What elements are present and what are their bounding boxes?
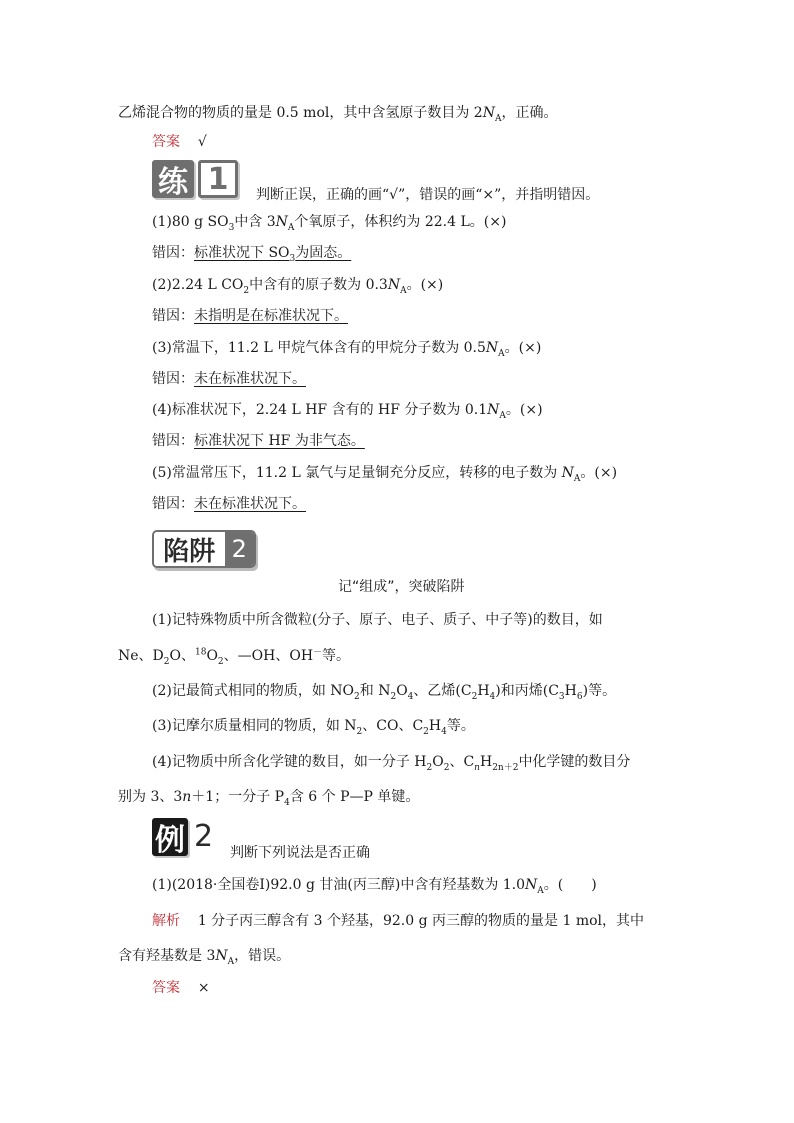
text: 4 [489,691,496,702]
text: 4 [284,797,290,808]
text: (4)记物质中所含化学键的数目，如一分子 H [152,754,427,770]
answer-value: × [197,980,210,996]
text: 2 [423,726,429,737]
text: 4 [441,726,447,737]
text: Ne、D [118,648,164,664]
text: 、CO、C [362,718,424,734]
text: N [485,340,499,356]
text: O [396,683,408,699]
text: A [498,348,505,359]
text: ，错误。 [234,948,291,964]
error-reason [194,245,352,264]
text: n [474,762,480,773]
trap-word: 陷阱 [154,532,225,566]
text: 、乙烯(C [413,683,472,699]
text: )和丙烯(C [495,683,559,699]
text: 个氧原子，体积约为 22.4 L。(×) [294,214,507,230]
text: (4)标准状况下，2.24 L HF 含有的 HF 分子数为 0.1 [152,402,488,418]
text: 中含有的原子数为 0.3 [249,277,388,293]
text: (5)常温常压下，11.2 L 氯气与足量铜充分反应，转移的电子数为 [152,465,562,481]
text: N [482,105,495,121]
text: 含有羟基数是 3 [118,948,216,964]
error-label: 错因： [152,433,194,449]
error-2 [152,306,348,326]
answer-label: 答案 [152,980,180,996]
text: N [525,877,538,893]
text: 2 [356,726,363,737]
trap-number: 2 [225,532,254,566]
text: O [206,648,218,664]
text: 2 [163,656,170,667]
text: 。(×) [580,465,618,481]
text: A [287,222,295,233]
text: (2)2.24 L CO [152,277,244,293]
error-label: 错因： [152,496,194,512]
rule-3 [152,716,475,736]
text: A [400,285,407,296]
text: 2 [426,762,433,773]
example-char: 例 [152,818,188,856]
text: － [313,647,323,658]
text: 2 [390,691,397,702]
text: O [432,754,444,770]
text: ＋1；一分子 P [191,789,285,805]
analysis-cont [118,946,290,966]
text: A [537,885,544,896]
error-label: 错因： [152,371,194,387]
rule-2 [152,681,616,701]
text: (3)常温下，11.2 L 甲烷气体含有的甲烷分子数为 0.5 [152,340,486,356]
text: 标准状况下 SO [194,245,290,261]
example-badge [152,818,213,856]
text: 、C [449,754,475,770]
text: A [499,410,506,421]
text: 、—OH、OH [223,648,314,664]
item-5 [152,463,617,483]
text: 中含 3 [234,214,276,230]
text: 3 [228,222,235,233]
analysis-line [152,911,644,931]
item-1 [152,212,506,232]
text: 2 [243,285,250,296]
text: 。(×) [504,340,542,356]
text: 2n＋2 [492,762,519,773]
text: 1 分子丙三醇含有 3 个羟基，92.0 g 丙三醇的物质的量是 1 mol，其中 [197,913,644,929]
answer-value: √ [197,134,207,150]
item-2 [152,275,443,295]
item-4 [152,400,543,420]
text: O、 [169,648,195,664]
answer-line [152,978,210,998]
text: 含 6 个 P—P 单键。 [289,789,420,805]
error-3 [152,369,306,389]
text: A [227,956,235,967]
error-1 [152,243,351,263]
practice-instruction: 判断正误，正确的画“√”，错误的画“×”，并指明错因。 [256,187,600,203]
text: 3 [289,253,296,264]
text: (1)(2018·全国卷Ⅰ)92.0 g 甘油(丙三醇)中含有羟基数为 1.0 [152,877,526,893]
trap-badge [152,530,256,568]
practice-number: 1 [198,160,238,198]
analysis-label: 解析 [152,913,180,929]
text: 等。 [446,718,475,734]
text: 2 [443,762,450,773]
item-3 [152,338,541,358]
error-label: 错因： [152,245,194,261]
text: 为固态。 [295,245,352,261]
text: A [494,113,502,124]
text-line [118,103,557,123]
error-reason: 未在标准状况下。 [194,496,306,512]
text: ，正确。 [501,105,558,121]
error-label: 错因： [152,308,194,324]
text: (2)记最简式相同的物质，如 NO [152,683,355,699]
text: 中化学键的数目分 [518,754,631,770]
error-4 [152,431,365,451]
text: 。(×) [505,402,543,418]
text: 6 [576,691,583,702]
error-reason: 标准状况下 HF 为非气态。 [194,433,365,449]
text: H [479,754,493,770]
error-reason: 未指明是在标准状况下。 [194,308,348,324]
rule-1-cont [118,646,350,666]
answer-label: 答案 [152,134,180,150]
text: )等。 [582,683,617,699]
rule-1: (1)记特殊物质中所含微粒(分子、原子、电子、质子、中子等)的数目，如 [152,612,603,628]
text: 别为 3、3 [118,789,183,805]
text: 乙烯混合物的物质的量是 0.5 mol，其中含氢原子数目为 2 [118,105,483,121]
text: (1)80 g SO [152,214,229,230]
rule-4 [152,752,630,772]
text: N [387,277,401,293]
text: 3 [558,691,565,702]
text: 和 N [359,683,391,699]
text: N [215,948,228,964]
example-number: 2 [194,819,214,854]
error-5 [152,494,306,514]
text: (3)记摩尔质量相同的物质，如 N [152,718,357,734]
text: n [182,789,192,805]
text: A [573,473,581,484]
answer-line [152,132,207,152]
section-heading: 记“组成”，突破陷阱 [338,579,465,595]
text: H [477,683,490,699]
text: 2 [471,691,478,702]
rule-4-cont [118,787,419,807]
text: H [428,718,442,734]
practice-badge [152,160,238,198]
example-instruction: 判断下列说法是否正确 [230,845,370,861]
text: 等。 [322,648,351,664]
text: 。(×) [406,277,444,293]
text: N [487,402,500,418]
text: 2 [217,656,224,667]
text: 。( ) [543,877,597,893]
text: N [275,214,288,230]
text: N [561,465,574,481]
text: 18 [194,647,207,658]
text: H [564,683,577,699]
question-1 [152,875,597,895]
text: 4 [407,691,414,702]
error-reason: 未在标准状况下。 [194,371,306,387]
text: 2 [354,691,360,702]
practice-char: 练 [152,160,194,198]
